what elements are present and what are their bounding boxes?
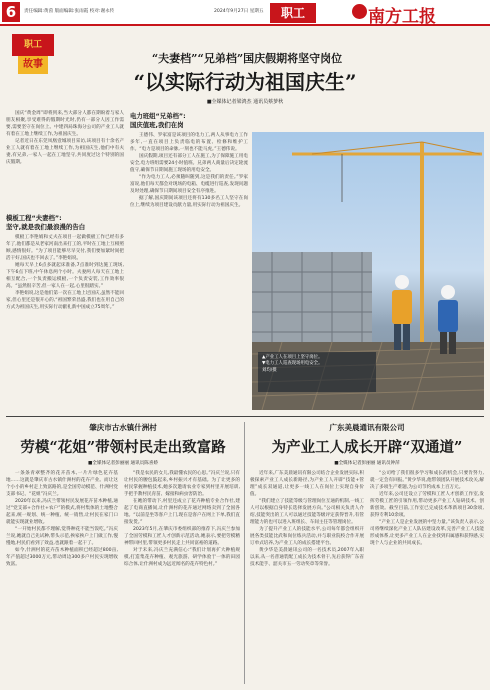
paragraph: 为了提升产业工人的技能水平,公司每年都会组织开展各类技能比武和岗位练兵活动,并与职业院校合作开展订单式培养,为产业工人的成长搭建平台。 — [250, 527, 364, 546]
story1-column-1 — [6, 110, 124, 212]
section-divider — [6, 416, 484, 417]
paragraph: “我们建立了技能等级与管理岗位互通的机制,一线工人可以根据自身特长选择发展方向。”公司相关负责人介绍,技能突出的工人可以通过技能等级评定获得晋升,有管理能力的也可以进入班组长、车间主任等管理岗位。 — [250, 499, 364, 525]
story2-kicker: 肇庆市古水镇什洲村 — [89, 423, 157, 432]
paragraph: 黄少华是美晨通讯公司的一名技术员,2007年入职以来,从一名普通装配工成长为技术骨干,先后获得广东省技术能手、韶关市五一劳动奖章等荣誉。 — [250, 548, 364, 567]
paragraph: “公司给了我们很多学习和成长的机会,只要肯努力,就一定会有回报。”黄少华说,他带领团队开展技术攻关,解决了多项生产难题,为公司节约成本上百万元。 — [370, 471, 484, 490]
paragraph: 国庆“黄金周”即将到来,当大部分人都在期盼着与家人朋友相聚,享受难得的假期时光时,仍有一部分人因工作需要,需要坚守在岗位上。中建四局珠海分公司的产业工人就有着在工地上继续工作,为祖国庆生。 — [6, 111, 124, 137]
paragraph: 近年来,公司还设立了劳模和工匠人才创新工作室,发挥劳模工匠的引领作用,带动更多产业工人钻研技术、创新创效。截至目前,工作室已完成技术革新项目30余项,获得专利10余项。 — [370, 492, 484, 518]
paragraph: 她每天早上6点多就起床准备,7点准时到达施工现场,下午6点下班,中午休息两个小时。夫妻两人每天在工地上相互配合,一个负责搬运模板,一个负责安装,工作效率很高。“虽然很辛苦,但一家人在一起,心里很踏实。” — [6, 263, 124, 289]
badge-line2: 故事 — [18, 56, 48, 74]
story1-subhead-2: 电力班组“兄弟档”: 国庆值班,我们在岗 — [130, 112, 186, 129]
column-divider — [244, 422, 245, 684]
story2-column-2 — [124, 470, 240, 684]
story1-column-1b — [6, 234, 124, 412]
paragraph: 王德伟、罗家富是该项目的电力工,两人从事电力工作多年,一直在项目上负责临电的布置、检修和维护工作。“电力是项目的命脉,一刻也不能马虎。”王德伟说。 — [130, 133, 248, 152]
paragraph: 模板工李艳娟和丈夫在项目一起做模板工作已经有多年了,他们都是从老家河南出来打工的,平时在工地上互相照顾,感情很好。“为了项目能够尽早交付,我们要加紧时间把活干好,国庆也不回去了。”李艳娟说。 — [6, 235, 124, 261]
paragraph: “作为电力工人,必须随叫随到,这是我们的责任。”罗家富说,他们每天都会对现场的电箱、电缆进行巡查,发现问题及时处理,确保节日期间项目安全有序推进。 — [130, 175, 248, 194]
paragraph: “产业工人是企业发展的中坚力量。”该负责人表示,公司将继续深化产业工人队伍建设改革,完善产业工人技能形成体系,让更多产业工人在企业找到归属感和获得感,实现个人与企业的共同成长。 — [370, 520, 484, 546]
paragraph: “我是农民的女儿,我最懂农民的心思。”冯庆兰说,只有让村民的腰包鼓起来,乡村振兴才有基础。为了让更多的村民掌握种植技术,她多次邀请农业专家到村里开展培训,手把手教村民育苗、嫁接和病虫害防治。 — [124, 471, 240, 497]
story2-title: 劳模“花姐”带领村民走出致富路 — [20, 439, 226, 456]
paragraph: 2020年以来,冯庆兰带领村民发展花卉苗木种植,通过“党支部+合作社+农户”的模式,将村集体的土地整合起来,统一规划、统一种植、统一销售,让村民在家门口就能实现就业增收。 — [6, 499, 118, 525]
story3-byline: ■全媒体记者彭丽丽 通讯员钟萍 — [334, 461, 400, 466]
worker-figure — [392, 275, 412, 350]
story2-byline: ■全媒体记者彭丽丽 通讯员陈喜娇 — [87, 461, 159, 466]
story1-subtitle: “夫妻档”“兄弟档”国庆假期将坚守岗位 — [151, 52, 343, 65]
section-label: 职工 — [270, 3, 316, 23]
paragraph: 2023年5月,在肇庆市委组织部的推荐下,冯庆兰参加了全国劳模和工匠人才创新示范活动,她表示,要把劳模精神带回村里,带领更多村民走上共同富裕的道路。 — [124, 527, 240, 546]
brand-name: 南方工报 — [368, 7, 436, 27]
paragraph: “一开始村民都不理解,觉得种花不能当饭吃。”冯庆兰说,她就自己先试种,带头示范,挨家挨户上门做工作,慢慢地,村民们看到了效益,也就跟着一起干了。 — [6, 527, 118, 546]
paragraph: 据了解,国庆期间该项目还将有130多名工人坚守在岗位上,继续为项目建设贡献力量,用实际行动为祖国庆生。 — [130, 196, 248, 208]
story2-column-1 — [6, 470, 118, 684]
page-number: 6 — [2, 2, 20, 22]
editor-info: 责任编辑:黄茵 版面编辑:张雨霞 校对:谢永传 — [24, 9, 115, 14]
issue-date: 2024年9月27日 星期五 — [214, 9, 264, 14]
story3-column-2 — [370, 470, 484, 684]
story1-subhead-1: 模板工程“夫妻档”: 坚守,就是我们最浪漫的告白 — [6, 214, 86, 231]
paragraph: 近年来,广东美晨通讯有限公司结合企业发展实际,积极探索产业工人成长新路径,为产业工人开辟“技能+管理”成长双通道,让更多一线工人在岗位上实现自身价值。 — [250, 471, 364, 497]
story1-column-2 — [130, 132, 248, 412]
story3-kicker: 广东美晨通讯有限公司 — [329, 423, 405, 432]
paragraph: 在她的带动下,村里还成立了花卉种植专业合作社,建起了电商直播间,让什洲村的花卉通过网络卖到了全国各地。“以前是坐等客户上门,现在是客户在网上下单,我们直接发货。” — [124, 499, 240, 525]
badge-line1: 职工 — [12, 34, 54, 56]
story3-column-1 — [250, 470, 364, 684]
paragraph: 如今,什洲村的花卉苗木种植面积已经超过800亩,年产值超过3000万元,带动周边300多户村民实现增收致富。 — [6, 548, 118, 567]
photo-caption-box — [258, 352, 376, 392]
story1-byline: ■全媒体记者梁鸿杰 通讯员蔡萝秋 — [206, 99, 284, 105]
story1-title: “以实际行动为祖国庆生” — [133, 70, 357, 94]
paragraph: 国庆假期,项目还有部分工人在施工,为了保障施工用电安全,电力班组需要24小时值班。兄弟两人商量后决定轮流值守,确保节日期间施工现场的用电安全。 — [130, 154, 248, 173]
paragraph: 对于未来,冯庆兰充满信心:“我们计划再扩大种植规模,打造集花卉种植、观光旅游、研学体验于一体的田园综合体,让什洲村成为远近闻名的花卉特色村。” — [124, 548, 240, 567]
paragraph: 记者近日在东莞凤凰壹城项目采访,该项目有十余名产业工人就有着在工地上继续工作,为祖国庆生,他们中有夫妻,有兄弟,一家人一起在工地坚守,共同度过这个特别的国庆假期。 — [6, 139, 124, 165]
brand-logo-icon — [352, 4, 367, 19]
story3-title: 为产业工人成长开辟“双通道” — [271, 439, 463, 456]
photo-caption: ▲产业工人在项目上坚守岗位。 ▼电力工人巡查现场用电安全。 刘均/摄 — [262, 355, 323, 373]
paragraph: 一条条青翠整齐的花卉苗木,一片片绿色花卉基地……这就是肇庆市古水镇什洲村的花卉产业。而让这个小小的乡村走上致富路的,是全国劳动模范、什洲村党支部书记、“花姐”冯庆兰。 — [6, 471, 118, 497]
paragraph: 李艳娟说,这是他们第一次在工地上过国庆,虽然不能回家,但心里还是很开心的,“祖国繁荣昌盛,我们也在用自己的方式为祖国庆生,用实际行动献礼新中国成立75周年。” — [6, 291, 124, 310]
